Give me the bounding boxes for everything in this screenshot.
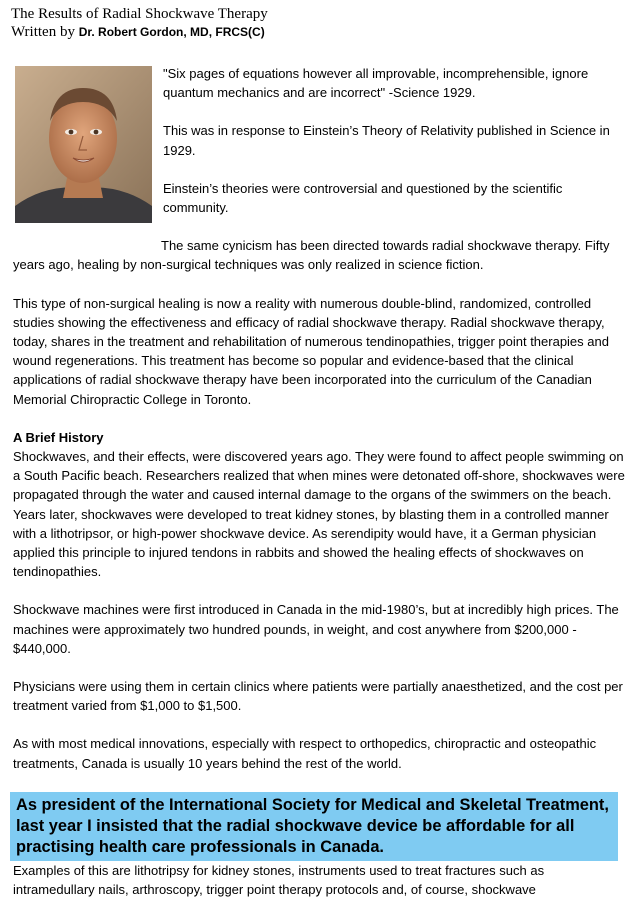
byline-prefix: Written by (11, 24, 79, 40)
cynicism-text: The same cynicism has been directed towards radial shockwave therapy. Fifty years ago, healing by non-surgical techniques was only realized in science fiction. (13, 238, 610, 273)
closing-paragraph: Examples of this are lithotripsy for kidney stones, instruments used to treat fractures such as intramedullary nails, arthroscopy, trigger point therapy protocols and, of course, shockwave (13, 862, 545, 898)
history-heading: A Brief History (13, 429, 104, 445)
author-portrait-photo (15, 66, 152, 223)
article-body (13, 64, 627, 899)
cynicism-paragraph (13, 236, 627, 274)
history-paragraph-3: Physicians were using them in certain clinics where patients were partially anaesthetized, and the cost per treatment varied from $1,000 to $1,500. (13, 679, 623, 714)
history-paragraph-4: As with most medical innovations, especially with respect to orthopedics, chiropractic and osteopathic treatments, Canada is usually 10 years behind the rest of the world. (13, 736, 597, 771)
response-paragraph: This was in response to Einstein’s Theory of Relativity published in Science in 1929. (163, 123, 610, 158)
quote-paragraph: "Six pages of equations however all improvable, incomprehensible, ignore quantum mechanics and are incorrect" -Science 1929. (163, 66, 589, 101)
history-paragraph-2: Shockwave machines were first introduced in Canada in the mid-1980’s, but at incredibly high prices. The machines were approximately two hundred pounds, in weight, and cost anywhere from $200,000 - $440,000. (13, 602, 619, 656)
article-title: The Results of Radial Shockwave Therapy (11, 6, 268, 22)
article-header (11, 5, 268, 41)
highlight-callout: As president of the International Society for Medical and Skeletal Treatment, last year I insisted that the radial shockwave device be affordable for all practising health care professionals in Canada. (10, 792, 618, 861)
author-name: Dr. Robert Gordon, MD, FRCS(C) (78, 25, 265, 39)
history-paragraph-1: Shockwaves, and their effects, were discovered years ago. They were found to affect people swimming on a South Pacific beach. Researchers realized that when mines were detonated off-shore, shockwaves were propagated through the water and caused internal damage to the organs of the swimmers on the beach. Years later, shockwaves were developed to treat kidney stones, by blasting them in a controlled manner with a lithotripsor, or high-power shockwave device. As serendipity would have, it a German physician applied this principle to injured tendons in rabbits and showed the healing effects of shockwaves on tendinopathies. (13, 449, 625, 580)
controversial-paragraph: Einstein’s theories were controversial and questioned by the scientific community. (163, 180, 563, 216)
byline (11, 23, 268, 41)
reality-paragraph: This type of non-surgical healing is now a reality with numerous double-blind, randomized, controlled studies showing the effectiveness and efficacy of radial shockwave therapy. Radial shockwave therapy, today, shares in the treatment and rehabilitation of numerous tendinopathies, trigger point therapies and wound regenerations. This treatment has become so popular and evidence-based that the clinical applications of radial shockwave therapy have been incorporated into the curriculum of the Canadian Memorial Chiropractic College in Toronto. (13, 295, 609, 407)
